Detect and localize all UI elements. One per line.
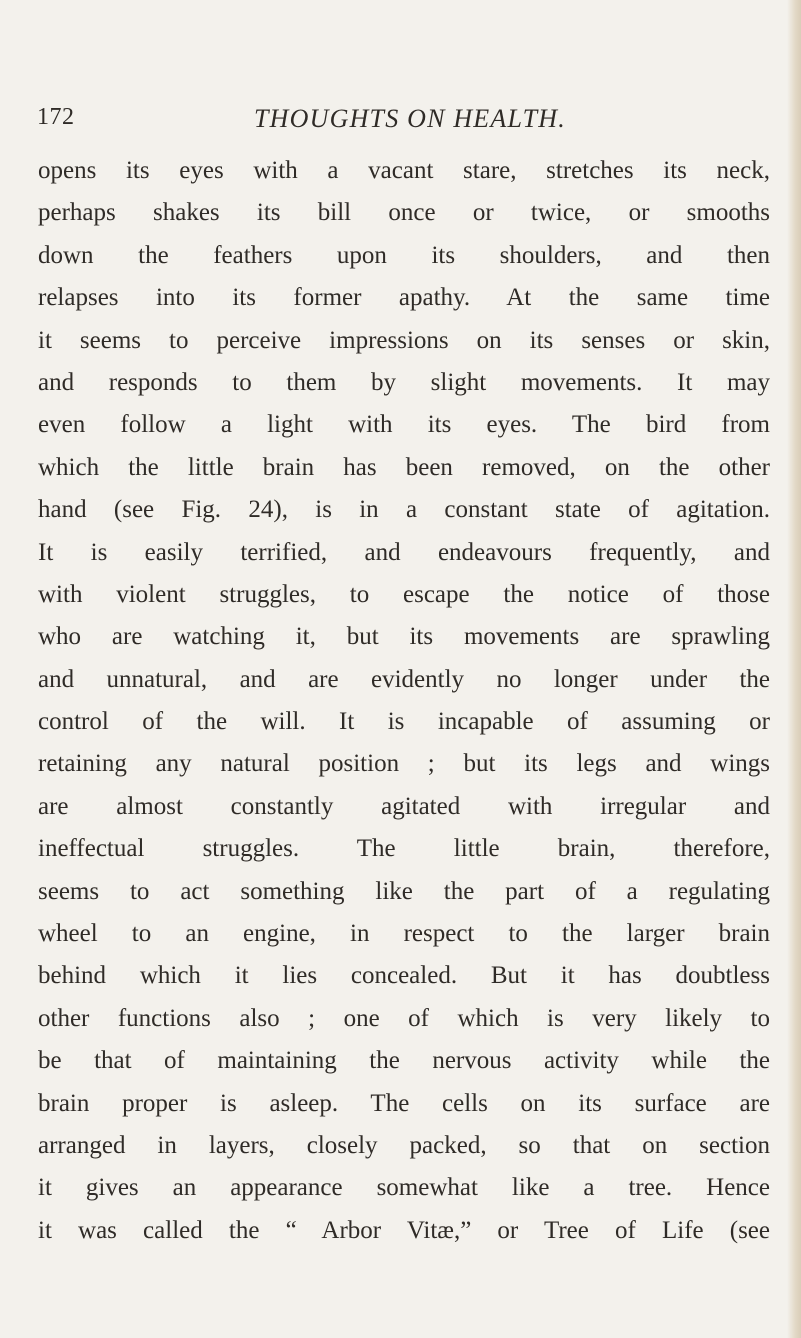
- running-head: [0, 104, 801, 144]
- text-line: it gives an appearance somewhat like a tree. Hence: [38, 1174, 770, 1202]
- text-line: opens its eyes with a vacant stare, stretches its neck,: [38, 157, 770, 184]
- text-line: control of the will. It is incapable of assuming or: [38, 708, 770, 736]
- text-line: retaining any natural position ; but its legs and wings: [38, 750, 770, 778]
- text-line: and unnatural, and are evidently no longer under the: [38, 665, 770, 693]
- text-line: ineffectual struggles. The little brain, therefore,: [38, 835, 770, 863]
- text-line: even follow a light with its eyes. The bird from: [38, 411, 770, 439]
- text-line: It is easily terrified, and endeavours frequently, and: [38, 538, 770, 566]
- text-line: with violent struggles, to escape the notice of those: [38, 580, 770, 608]
- text-line: perhaps shakes its bill once or twice, or smooths: [38, 199, 770, 227]
- text-line: arranged in layers, closely packed, so that on section: [38, 1131, 770, 1159]
- text-line: behind which it lies concealed. But it has doubtless: [38, 962, 770, 990]
- text-line: it seems to perceive impressions on its senses or skin,: [38, 326, 770, 354]
- page-number: 172: [37, 104, 75, 130]
- text-line: seems to act something like the part of a regulating: [38, 877, 770, 905]
- text-line: who are watching it, but its movements are sprawling: [38, 623, 770, 651]
- running-title: THOUGHTS ON HEALTH.: [254, 104, 566, 133]
- page-edge-shading: [787, 0, 801, 1338]
- text-line: and responds to them by slight movements. It may: [38, 368, 770, 396]
- body-text: [38, 150, 770, 1252]
- text-line: brain proper is asleep. The cells on its surface are: [38, 1089, 770, 1117]
- text-line: wheel to an engine, in respect to the larger brain: [38, 920, 770, 948]
- text-line: hand (see Fig. 24), is in a constant state of agitation.: [38, 496, 770, 524]
- text-line: relapses into its former apathy. At the same time: [38, 284, 770, 312]
- text-line: are almost constantly agitated with irregular and: [38, 792, 770, 820]
- text-line: down the feathers upon its shoulders, and then: [38, 241, 770, 269]
- text-line: other functions also ; one of which is very likely to: [38, 1004, 770, 1032]
- text-line: be that of maintaining the nervous activity while the: [38, 1047, 770, 1075]
- text-line: it was called the “ Arbor Vitæ,” or Tree of Life (see: [38, 1216, 770, 1244]
- text-line: which the little brain has been removed, on the other: [38, 453, 770, 481]
